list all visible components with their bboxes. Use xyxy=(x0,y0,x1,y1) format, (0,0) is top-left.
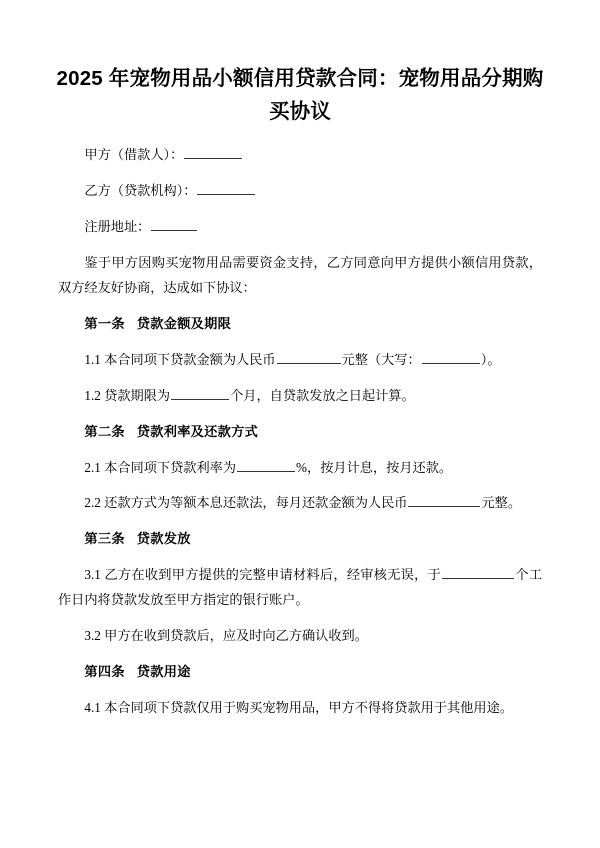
clause-1-2-text-a: 贷款期限为 xyxy=(104,387,171,403)
section-heading-2 xyxy=(58,419,542,444)
clause-1-1-text-b: 元整（大写： xyxy=(341,351,421,367)
clause-4-1 xyxy=(58,695,542,720)
address-label: 注册地址： xyxy=(84,219,151,235)
party-a-label: 甲方（借款人）： xyxy=(84,147,184,163)
clause-3-2-text: 甲方在收到贷款后，应及时向乙方确认收到。 xyxy=(104,628,368,644)
clause-3-1-text-a: 乙方在收到甲方提供的完整申请材料后，经审核无误，于 xyxy=(104,567,442,583)
party-b-line xyxy=(58,178,542,203)
clause-1-2-text-b: 个月，自贷款发放之日起计算。 xyxy=(230,387,415,403)
clause-1-1-amount-blank[interactable] xyxy=(277,350,341,364)
clause-1-2-term-blank[interactable] xyxy=(171,386,229,400)
section-4-number: 第四条 xyxy=(84,664,125,680)
clause-4-1-text: 本合同项下贷款仅用于购买宠物用品，甲方不得将贷款用于其他用途。 xyxy=(104,699,513,715)
clause-2-1-number: 2.1 xyxy=(84,459,101,475)
clause-3-1 xyxy=(58,562,542,613)
section-heading-4 xyxy=(58,659,542,684)
document-body xyxy=(56,142,544,720)
clause-2-2-amount-blank[interactable] xyxy=(408,494,480,508)
clause-2-2-text-a: 还款方式为等额本息还款法，每月还款金额为人民币 xyxy=(104,495,408,511)
clause-3-1-text-b: 个工作日内将贷款发放至甲方指定的银行账户。 xyxy=(58,567,543,608)
party-a-blank[interactable] xyxy=(184,146,242,160)
clause-2-1 xyxy=(58,455,542,480)
section-1-title: 贷款金额及期限 xyxy=(136,316,232,332)
clause-1-2 xyxy=(58,383,542,408)
section-heading-1 xyxy=(58,311,542,336)
section-heading-3 xyxy=(58,526,542,551)
preamble-paragraph: 鉴于甲方因购买宠物用品需要资金支持，乙方同意向甲方提供小额信用贷款，双方经友好协商，达成如下协议： xyxy=(58,254,542,296)
section-4-title: 贷款用途 xyxy=(136,664,191,680)
section-3-title: 贷款发放 xyxy=(136,531,191,547)
clause-2-1-rate-blank[interactable] xyxy=(237,458,295,472)
section-3-number: 第三条 xyxy=(84,531,125,547)
clause-2-1-text-b: %，按月计息，按月还款。 xyxy=(296,459,453,475)
party-b-label: 乙方（贷款机构）： xyxy=(84,183,197,199)
clause-3-1-days-blank[interactable] xyxy=(442,566,514,580)
clause-1-1-text-c: ）。 xyxy=(480,351,501,367)
section-1-number: 第一条 xyxy=(84,316,125,332)
clause-1-1 xyxy=(58,347,542,372)
clause-2-1-text-a: 本合同项下贷款利率为 xyxy=(104,459,237,475)
clause-2-2 xyxy=(58,490,542,515)
section-2-title: 贷款利率及还款方式 xyxy=(136,423,259,439)
clause-1-1-capital-blank[interactable] xyxy=(422,350,480,364)
party-a-line xyxy=(58,142,542,167)
clause-3-2 xyxy=(58,623,542,648)
address-line xyxy=(58,214,542,239)
clause-1-1-text-a: 本合同项下贷款金额为人民币 xyxy=(104,351,276,367)
address-blank[interactable] xyxy=(151,218,197,232)
clause-3-2-number: 3.2 xyxy=(84,628,101,644)
clause-1-2-number: 1.2 xyxy=(84,387,101,403)
page-title: 2025 年宠物用品小额信用贷款合同：宠物用品分期购买协议 xyxy=(56,67,544,124)
clause-4-1-number: 4.1 xyxy=(84,699,101,715)
clause-3-1-number: 3.1 xyxy=(84,567,101,583)
clause-2-2-number: 2.2 xyxy=(84,495,101,511)
section-2-number: 第二条 xyxy=(84,423,125,439)
clause-1-1-number: 1.1 xyxy=(84,351,101,367)
clause-2-2-text-b: 元整。 xyxy=(481,495,522,511)
party-b-blank[interactable] xyxy=(197,182,255,196)
